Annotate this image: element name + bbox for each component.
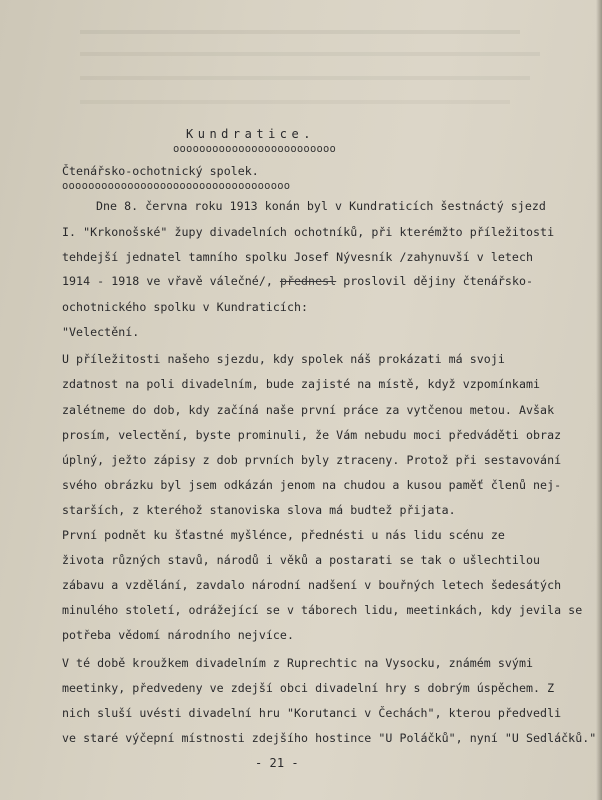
body-line-20: meetinky, předvedeny ve zdejší obci divadelní hry s dobrým úspěchem. Z [62, 681, 555, 695]
body-line-18: potřeba vědomí národního nejvíce. [62, 628, 294, 642]
body-line-13: starších, z kteréhož stanoviska slova má budtež přijata. [62, 503, 456, 517]
title-rule: ooooooooooooooooooooooooo [173, 143, 337, 155]
body-line-4: 1914 - 1918 ve vřavě válečné/, přednesl proslovil dějiny čtenářsko- [62, 274, 534, 288]
body-line-10: prosím, velectění, byste prominuli, že Vám nebudu moci předváděti obraz [62, 428, 562, 442]
body-line-6: "Velectění. [62, 325, 140, 339]
body-line-8: zdatnost na poli divadelním, bude zajisté na místě, když vzpomínkami [62, 377, 541, 391]
body-line-15: života různých stavů, národů i věků a postarati se tak o ušlechtilou [62, 553, 541, 567]
body-line-3: tehdejší jednatel tamního spolku Josef Nývesník /zahynuvší v letech [62, 250, 534, 264]
subtitle-rule: ooooooooooooooooooooooooooooooooooo [62, 180, 291, 192]
page-edge-shadow [596, 0, 602, 800]
struck-word: přednesl [279, 274, 337, 288]
body-line-5: ochotnického spolku v Kundraticích: [62, 300, 309, 314]
bleed-through-text [0, 0, 602, 120]
body-line-14: První podnět ku šťastné myšlénce, přednésti u nás lidu scénu ze [62, 528, 505, 542]
body-line-22: ve staré výčepní místnosti zdejšího hostince "U Poláčků", nyní "U Sedláčků." [62, 731, 597, 745]
body-line-2: I. "Krkonošské" župy divadelních ochotníků, při kterémžto příležitosti [62, 225, 555, 239]
page-number: - 21 - [255, 756, 299, 770]
body-line-1: Dne 8. června roku 1913 konán byl v Kundraticích šestnáctý sjezd [96, 199, 546, 213]
body-line-21: nich sluší uvésti divadelní hru "Korutanci v Čechách", kterou předvedli [62, 706, 562, 720]
body-line-19: V té době kroužkem divadelním z Ruprechtic na Vysocku, známém svými [62, 656, 534, 670]
body-line-12: svého obrázku byl jsem odkázán jenom na chudou a kusou paměť členů nej- [62, 478, 562, 492]
body-line-7: U příležitosti našeho sjezdu, kdy spolek náš prokázati má svoji [62, 352, 505, 366]
body-line-17: minulého století, odrážející se v táborech lidu, meetinkách, kdy jevila se [62, 603, 583, 617]
body-line-11: úplný, ježto zápisy z dob prvních byly ztraceny. Protož při sestavování [62, 453, 562, 467]
body-line-16: zábavu a vzdělání, zavdalo národní nadšení v bouřných letech šedesátých [62, 578, 562, 592]
section-subtitle: Čtenářsko-ochotnický spolek. [62, 164, 259, 178]
page-title: Kundratice. [186, 127, 315, 141]
body-line-9: zalétneme do dob, kdy začíná naše první práce za vytčenou metou. Avšak [62, 403, 555, 417]
